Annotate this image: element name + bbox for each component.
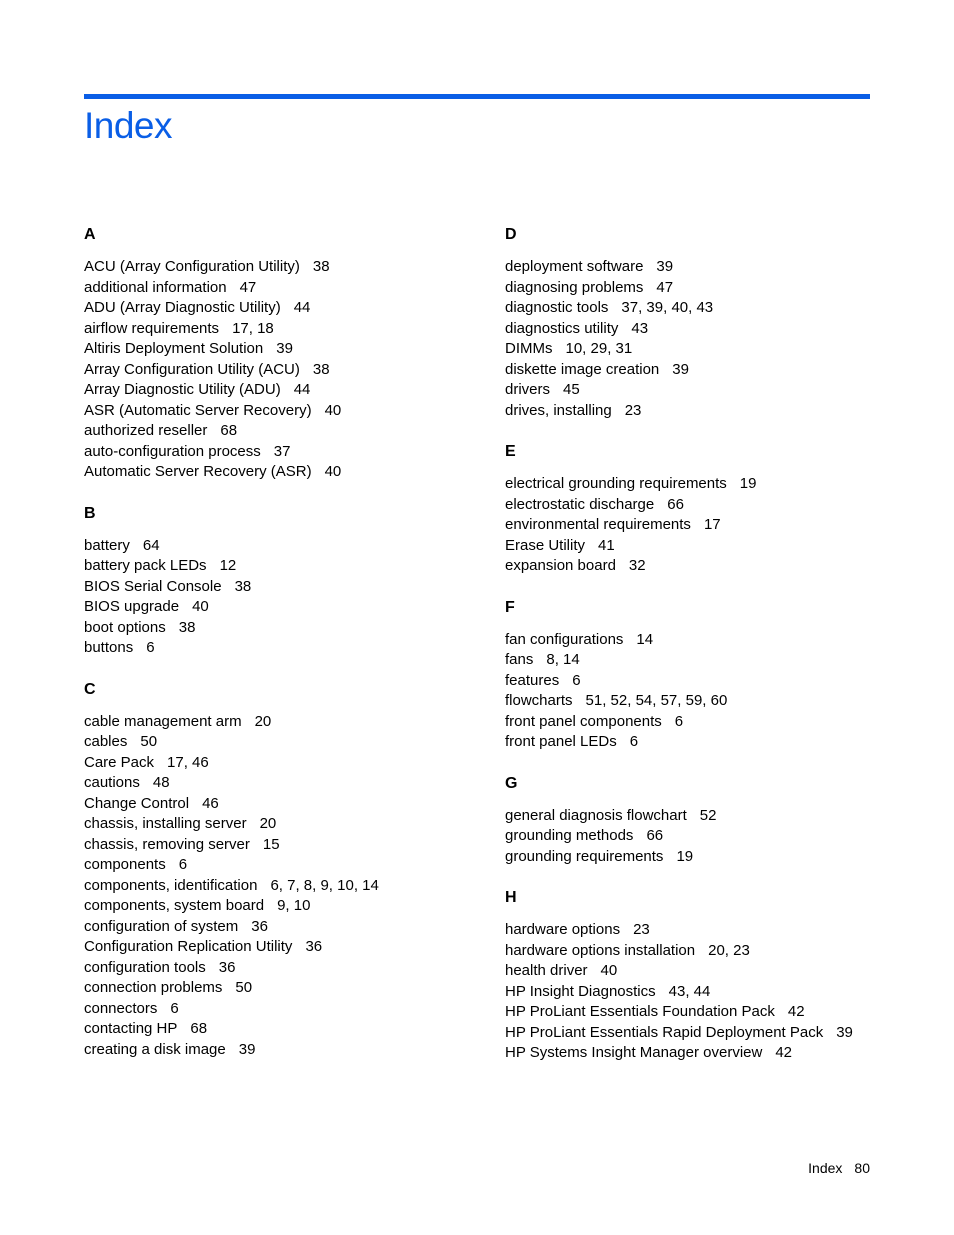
index-entry (505, 941, 905, 962)
entry-page-refs[interactable]: 32 (628, 557, 646, 574)
index-entry (84, 339, 484, 360)
entry-page-refs[interactable]: 50 (235, 979, 253, 996)
index-entry (505, 360, 905, 381)
section-letter: B (84, 504, 96, 522)
entry-page-refs[interactable]: 37 (273, 442, 291, 460)
entry-term: chassis, installing server (84, 815, 247, 832)
title-rule (84, 94, 870, 99)
entry-term: configuration of system (84, 917, 239, 935)
entry-page-refs[interactable]: 43 (631, 319, 649, 337)
index-section-c (84, 679, 484, 1061)
section-letter: H (505, 889, 517, 906)
entry-page-refs[interactable]: 39 (238, 1040, 256, 1058)
index-column-right (505, 224, 905, 1084)
entry-term: components, identification (84, 876, 258, 894)
footer-page-number: 80 (854, 1160, 870, 1176)
entry-term: components, system board (84, 897, 265, 914)
index-section-a (84, 224, 484, 483)
entry-term: buttons (84, 639, 134, 656)
index-entry (84, 442, 484, 463)
section-letter: A (84, 226, 96, 243)
entry-term: grounding requirements (505, 847, 664, 865)
entry-term: electrostatic discharge (505, 495, 655, 513)
entry-page-refs[interactable]: 37, 39, 40, 43 (621, 299, 714, 316)
index-entry (84, 401, 484, 422)
index-entry (84, 794, 484, 815)
entry-page-refs[interactable]: 40 (324, 463, 342, 480)
index-entry (505, 380, 905, 401)
index-entry (84, 257, 484, 278)
entry-page-refs[interactable]: 52 (699, 806, 717, 824)
entry-page-refs[interactable]: 40 (192, 598, 209, 615)
entry-term: diagnostic tools (505, 299, 609, 316)
entry-term: environmental requirements (505, 516, 691, 533)
entry-term: hardware options (505, 921, 621, 938)
entry-term: boot options (84, 618, 166, 636)
entry-term: battery (84, 536, 130, 554)
entry-term: expansion board (505, 557, 616, 574)
entry-term: Erase Utility (505, 536, 586, 554)
entry-term: authorized reseller (84, 422, 208, 439)
entry-term: diagnostics utility (505, 319, 619, 337)
index-entry (84, 855, 484, 876)
index-entry (505, 515, 905, 536)
index-entry (84, 958, 484, 979)
index-entry (84, 298, 484, 319)
entry-page-refs[interactable]: 39 (836, 1023, 853, 1041)
index-column-left (84, 224, 484, 1080)
entry-page-refs[interactable]: 66 (646, 827, 664, 844)
entry-term: health driver (505, 962, 588, 979)
index-entry (505, 982, 905, 1003)
entry-page-refs[interactable]: 14 (636, 630, 654, 648)
index-entry (505, 847, 905, 868)
entry-page-refs[interactable]: 39 (656, 258, 674, 275)
entry-term: HP Systems Insight Manager overview (505, 1044, 763, 1061)
entry-page-refs[interactable]: 47 (239, 278, 257, 296)
index-entry (505, 536, 905, 557)
index-entry (84, 753, 484, 774)
entry-page-refs[interactable]: 12 (219, 557, 237, 574)
index-entry (505, 961, 905, 982)
entry-page-refs[interactable]: 46 (202, 794, 219, 812)
section-letter: C (84, 680, 96, 698)
section-letter: E (505, 443, 516, 460)
section-letter: G (505, 774, 518, 792)
entry-term: grounding methods (505, 827, 634, 844)
index-entry (505, 298, 905, 319)
entry-page-refs[interactable]: 43, 44 (668, 982, 711, 1000)
entry-page-refs[interactable]: 44 (293, 381, 311, 398)
index-entry (84, 1019, 484, 1040)
index-section-d (505, 224, 905, 421)
entry-term: drivers (505, 381, 551, 398)
entry-page-refs[interactable]: 48 (152, 774, 170, 791)
entry-page-refs[interactable]: 23 (633, 921, 650, 938)
entry-page-refs[interactable]: 6 (178, 856, 188, 873)
entry-page-refs[interactable]: 17, 46 (167, 753, 209, 771)
index-section-b (84, 503, 484, 659)
entry-term: electrical grounding requirements (505, 475, 727, 492)
entry-page-refs[interactable]: 36 (218, 958, 236, 976)
entry-term: fan configurations (505, 630, 624, 648)
entry-page-refs[interactable]: 19 (676, 847, 694, 865)
entry-term: diskette image creation (505, 360, 660, 378)
index-entry (505, 495, 905, 516)
entry-term: connection problems (84, 979, 223, 996)
entry-page-refs[interactable]: 41 (598, 536, 615, 554)
entry-page-refs[interactable]: 38 (312, 360, 330, 378)
index-entry (505, 920, 905, 941)
entry-term: configuration tools (84, 958, 206, 976)
entry-page-refs[interactable]: 6 (170, 999, 179, 1017)
entry-page-refs[interactable]: 36 (305, 938, 323, 955)
index-entry (84, 937, 484, 958)
index-entry (505, 319, 905, 340)
entry-page-refs[interactable]: 15 (262, 835, 280, 853)
entry-term: cable management arm (84, 712, 242, 730)
index-entry (84, 577, 484, 598)
entry-term: Change Control (84, 794, 190, 812)
entry-page-refs[interactable]: 64 (142, 536, 160, 554)
index-entry (84, 462, 484, 483)
entry-term: ADU (Array Diagnostic Utility) (84, 299, 281, 316)
entry-page-refs[interactable]: 38 (234, 577, 252, 595)
entry-page-refs[interactable]: 42 (787, 1003, 805, 1020)
entry-page-refs[interactable]: 66 (667, 495, 684, 513)
index-entry (84, 917, 484, 938)
entry-term: Altiris Deployment Solution (84, 340, 264, 357)
index-entry (84, 814, 484, 835)
index-entry (84, 835, 484, 856)
entry-term: Configuration Replication Utility (84, 938, 293, 955)
page-title: Index (84, 105, 173, 146)
entry-term: BIOS Serial Console (84, 577, 222, 595)
entry-term: ACU (Array Configuration Utility) (84, 258, 300, 275)
index-section-f (505, 597, 905, 753)
entry-page-refs[interactable]: 45 (563, 381, 580, 398)
entry-page-refs[interactable]: 50 (140, 733, 158, 750)
entry-page-refs[interactable]: 23 (624, 401, 642, 419)
entry-page-refs[interactable]: 38 (312, 258, 330, 275)
index-entry (84, 732, 484, 753)
entry-term: flowcharts (505, 692, 573, 709)
index-entry (84, 1040, 484, 1061)
index-entry (505, 278, 905, 299)
index-entry (84, 638, 484, 659)
index-entry (505, 401, 905, 422)
entry-term: battery pack LEDs (84, 557, 207, 574)
entry-term: creating a disk image (84, 1040, 226, 1058)
entry-term: components (84, 856, 166, 873)
entry-term: DIMMs (505, 340, 553, 357)
index-entry (505, 650, 905, 671)
index-entry (505, 339, 905, 360)
index-entry (505, 826, 905, 847)
index-entry (84, 536, 484, 557)
index-entry (84, 712, 484, 733)
entry-page-refs[interactable]: 6 (629, 733, 639, 750)
index-entry (84, 421, 484, 442)
entry-term: front panel components (505, 712, 662, 730)
entry-page-refs[interactable]: 40 (600, 962, 618, 979)
entry-page-refs[interactable]: 20 (259, 815, 277, 832)
index-entry (505, 1002, 905, 1023)
index-section-e (505, 441, 905, 577)
index-entry (84, 618, 484, 639)
entry-term: Automatic Server Recovery (ASR) (84, 463, 312, 480)
index-section-g (505, 773, 905, 868)
index-entry (505, 671, 905, 692)
page-footer (808, 1158, 870, 1178)
entry-term: features (505, 671, 560, 689)
index-entry (84, 773, 484, 794)
section-letter: F (505, 598, 515, 616)
index-entry (84, 319, 484, 340)
entry-term: connectors (84, 999, 158, 1017)
entry-page-refs[interactable]: 6 (674, 712, 684, 730)
entry-term: BIOS upgrade (84, 598, 180, 615)
entry-page-refs[interactable]: 47 (656, 278, 674, 296)
entry-page-refs[interactable]: 42 (775, 1044, 793, 1061)
entry-term: cables (84, 733, 128, 750)
entry-page-refs[interactable]: 39 (672, 360, 689, 378)
entry-term: front panel LEDs (505, 733, 617, 750)
entry-term: fans (505, 651, 534, 668)
index-entry (84, 556, 484, 577)
index-entry (505, 732, 905, 753)
index-entry (505, 712, 905, 733)
entry-term: HP ProLiant Essentials Foundation Pack (505, 1003, 775, 1020)
entry-term: drives, installing (505, 401, 612, 419)
entry-term: cautions (84, 774, 140, 791)
index-entry (505, 556, 905, 577)
index-entry (505, 257, 905, 278)
entry-term: deployment software (505, 258, 644, 275)
entry-page-refs[interactable]: 68 (220, 422, 238, 439)
entry-term: airflow requirements (84, 319, 220, 337)
index-entry (505, 806, 905, 827)
entry-term: hardware options installation (505, 941, 696, 959)
index-entry (84, 597, 484, 618)
entry-page-refs[interactable]: 6, 7, 8, 9, 10, 14 (270, 876, 379, 894)
index-entry (84, 360, 484, 381)
index-entry (505, 1023, 905, 1044)
entry-term: contacting HP (84, 1020, 178, 1037)
entry-page-refs[interactable]: 8, 14 (546, 651, 580, 668)
entry-page-refs[interactable]: 19 (739, 475, 757, 492)
entry-term: general diagnosis flowchart (505, 806, 687, 824)
entry-term: Array Diagnostic Utility (ADU) (84, 381, 281, 398)
entry-page-refs[interactable]: 38 (178, 618, 196, 636)
entry-term: Care Pack (84, 753, 155, 771)
index-entry (505, 630, 905, 651)
entry-page-refs[interactable]: 20 (254, 712, 272, 730)
entry-term: HP Insight Diagnostics (505, 982, 656, 1000)
entry-page-refs[interactable]: 40 (324, 401, 342, 419)
entry-term: auto-configuration process (84, 442, 261, 460)
entry-page-refs[interactable]: 44 (293, 299, 311, 316)
index-entry (84, 896, 484, 917)
entry-page-refs[interactable]: 10, 29, 31 (565, 340, 633, 357)
index-entry (84, 278, 484, 299)
entry-page-refs[interactable]: 36 (251, 917, 268, 935)
entry-term: ASR (Automatic Server Recovery) (84, 401, 312, 419)
entry-page-refs[interactable]: 6 (146, 639, 155, 656)
index-entry (505, 474, 905, 495)
section-letter: D (505, 226, 517, 243)
entry-term: additional information (84, 278, 227, 296)
entry-page-refs[interactable]: 17 (703, 516, 721, 533)
index-entry (84, 978, 484, 999)
entry-page-refs[interactable]: 17, 18 (232, 319, 274, 337)
entry-page-refs[interactable]: 6 (572, 671, 581, 689)
entry-page-refs[interactable]: 51, 52, 54, 57, 59, 60 (585, 692, 728, 709)
index-section-h (505, 887, 905, 1064)
index-entry (84, 380, 484, 401)
entry-term: diagnosing problems (505, 278, 644, 296)
footer-label: Index (808, 1160, 843, 1176)
entry-page-refs[interactable]: 68 (190, 1020, 208, 1037)
entry-term: Array Configuration Utility (ACU) (84, 360, 300, 378)
entry-page-refs[interactable]: 20, 23 (708, 941, 750, 959)
entry-term: HP ProLiant Essentials Rapid Deployment Pack (505, 1023, 824, 1041)
entry-term: chassis, removing server (84, 835, 250, 853)
index-entry (84, 876, 484, 897)
entry-page-refs[interactable]: 9, 10 (277, 897, 311, 914)
index-entry (505, 691, 905, 712)
index-entry (505, 1043, 905, 1064)
entry-page-refs[interactable]: 39 (276, 340, 293, 357)
index-entry (84, 999, 484, 1020)
